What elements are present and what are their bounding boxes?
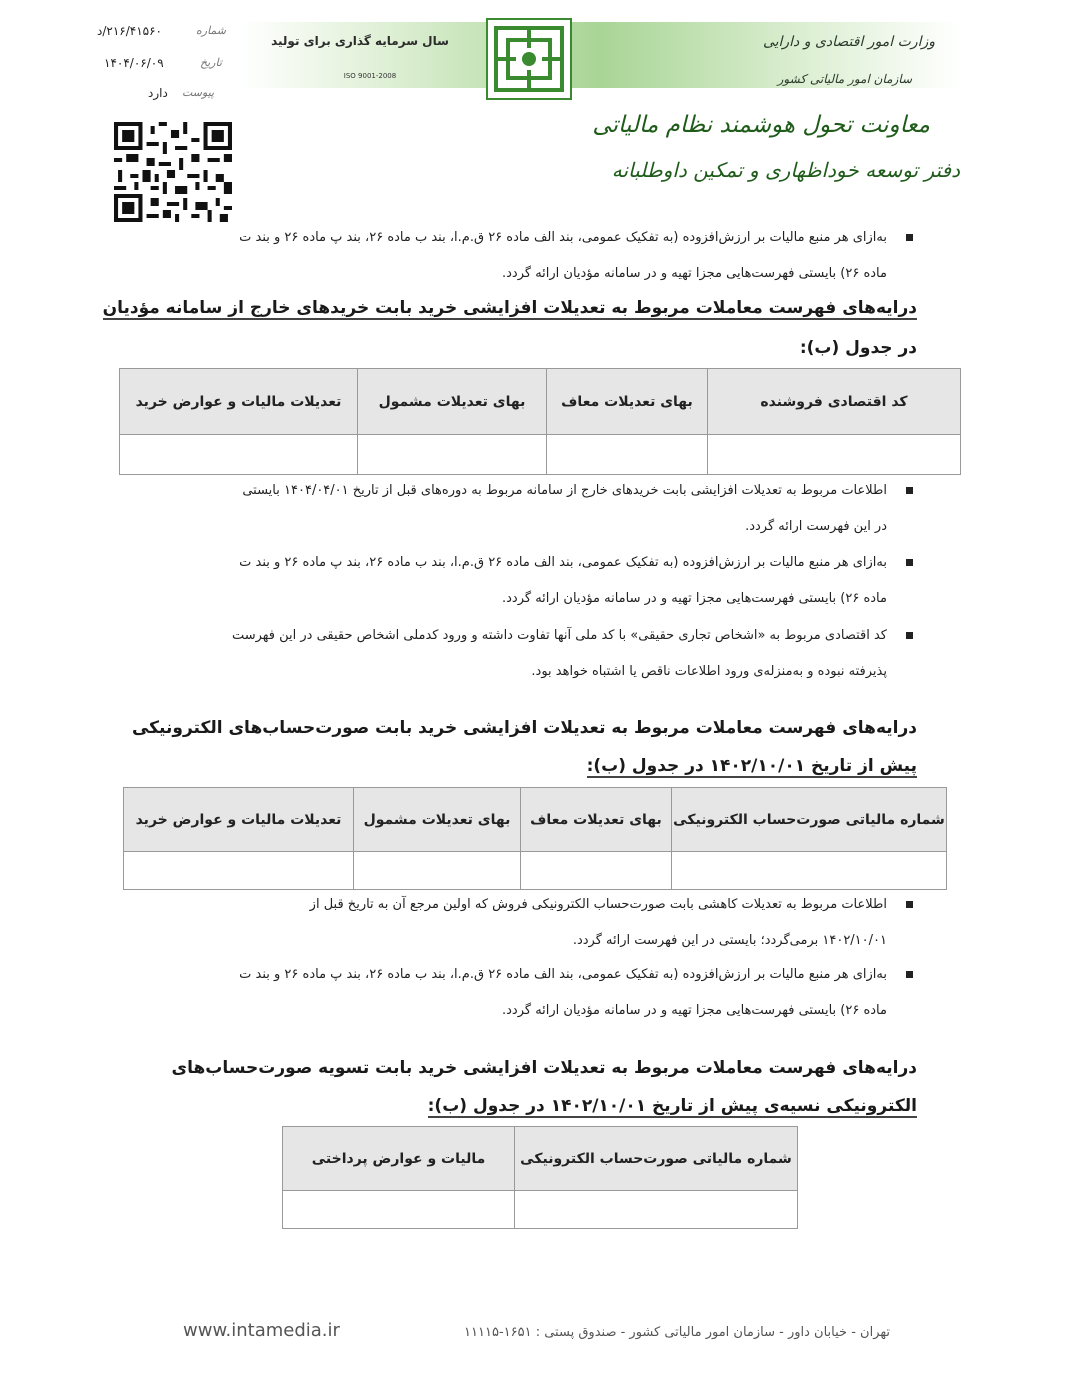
- section2-col-invoice-number: شماره مالیاتی صورت‌حساب الکترونیکی: [672, 788, 947, 852]
- date-label: تاریخ: [200, 56, 222, 69]
- section1-bullet1-line1: اطلاعات مربوط به تعدیلات افزایشی بابت خریدهای خارج از سامانه مربوط به دوره‌های قبل از تاریخ ۱۴۰۴/۰۴/۰۱ بایستی: [242, 483, 887, 498]
- section2-bullet1-line1: اطلاعات مربوط به تعدیلات کاهشی بابت صورت‌حساب الکترونیکی فروش که اولین مرجع آن به تاریخ قبل از: [309, 897, 887, 912]
- bullet-icon: [906, 901, 913, 908]
- organization-name: سازمان امور مالیاتی کشور: [777, 72, 912, 86]
- table-cell: [283, 1191, 515, 1229]
- section2-bullet2-line2: ماده ۲۶) بایستی فهرست‌هایی مجزا تهیه و در سامانه مؤدیان ارائه گردد.: [501, 1003, 887, 1018]
- section1-col-exempt: بهای تعدیلات معاف: [547, 369, 708, 435]
- table-cell: [354, 852, 521, 890]
- table-cell: [124, 852, 354, 890]
- section1-table: [119, 368, 961, 475]
- section1-bullet1-line2: در این فهرست ارائه گردد.: [745, 519, 887, 534]
- office-title: دفتر توسعه خوداظهاری و تمکین داوطلبانه: [611, 158, 960, 182]
- ministry-name: وزارت امور اقتصادی و دارایی: [762, 34, 935, 50]
- section2-heading-text2: پیش از تاریخ ۱۴۰۲/۱۰/۰۱ در جدول (ب):: [586, 756, 917, 776]
- section1-col-tax-adjust: تعدیلات مالیات و عوارض خرید: [120, 369, 358, 435]
- attachment-label: پیوست: [182, 86, 215, 99]
- bullet-icon: [906, 632, 913, 639]
- section2-col-exempt: بهای تعدیلات معاف: [521, 788, 672, 852]
- section3-col-invoice-number: شماره مالیاتی صورت‌حساب الکترونیکی: [515, 1127, 798, 1191]
- table-cell: [521, 852, 672, 890]
- bullet-icon: [906, 559, 913, 566]
- bullet-icon: [906, 971, 913, 978]
- table-cell: [515, 1191, 798, 1229]
- section2-heading-line1: درایه‌های فهرست معاملات مربوط به تعدیلات افزایشی خرید بابت صورت‌حساب‌های الکترونیکی: [131, 718, 917, 738]
- footer-website-link[interactable]: www.intamedia.ir: [183, 1320, 340, 1341]
- qr-code-icon: [114, 122, 232, 222]
- section3-col-tax-paid: مالیات و عوارض پرداختی: [283, 1127, 515, 1191]
- bullet-icon: [906, 487, 913, 494]
- section1-bullet2-line2: ماده ۲۶) بایستی فهرست‌هایی مجزا تهیه و در سامانه مؤدیان ارائه گردد.: [501, 591, 887, 606]
- tax-organization-logo-icon: [486, 18, 572, 100]
- table-cell: [547, 435, 708, 475]
- deputy-title: معاونت تحول هوشمند نظام مالیاتی: [592, 112, 930, 138]
- section2-bullet1-line2: ۱۴۰۲/۱۰/۰۱ برمی‌گردد؛ بایستی در این فهرست ارائه گردد.: [572, 933, 887, 948]
- section2-bullet2-line1: به‌ازای هر منبع مالیات بر ارزش‌افزوده (به تفکیک عمومی، بند الف ماده ۲۶ ق.م.ا، بند ب ماده ۲۶، بند پ ماده ۲۶ و بند ت: [239, 967, 887, 982]
- bullet-icon: [906, 234, 913, 241]
- footer-address: تهران - خیابان داور - سازمان امور مالیاتی کشور - صندوق پستی : ۱۶۵۱-۱۱۱۱۵: [464, 1325, 890, 1340]
- section2-col-tax-adjust: تعدیلات مالیات و عوارض خرید: [124, 788, 354, 852]
- section3-heading-line2: [428, 1096, 917, 1116]
- section1-col-seller-code: کد اقتصادی فروشنده: [708, 369, 961, 435]
- intro-text-line2: ماده ۲۶) بایستی فهرست‌هایی مجزا تهیه و در سامانه مؤدیان ارائه گردد.: [501, 266, 887, 281]
- section3-table: [282, 1126, 798, 1229]
- table-cell: [672, 852, 947, 890]
- section1-bullet2-line1: به‌ازای هر منبع مالیات بر ارزش‌افزوده (به تفکیک عمومی، بند الف ماده ۲۶ ق.م.ا، بند ب ماده ۲۶، بند پ ماده ۲۶ و بند ت: [239, 555, 887, 570]
- section2-col-taxable: بهای تعدیلات مشمول: [354, 788, 521, 852]
- section1-bullet3-line2: پذیرفته نبوده و به‌منزله‌ی ورود اطلاعات ناقص یا اشتباه خواهد بود.: [531, 664, 887, 679]
- section3-heading-line1: درایه‌های فهرست معاملات مربوط به تعدیلات افزایشی خرید بابت تسویه صورت‌حساب‌های: [171, 1058, 917, 1078]
- section1-col-taxable: بهای تعدیلات مشمول: [358, 369, 547, 435]
- section2-heading-line2: [587, 756, 917, 776]
- table-cell: [708, 435, 961, 475]
- section1-bullet3-line1: کد اقتصادی مربوط به «اشخاص تجاری حقیقی» با کد ملی آنها تفاوت داشته و ورود کدملی اشخاص حقیقی در این فهرست: [231, 628, 887, 643]
- section3-heading-text2: الکترونیکی نسیه‌ی پیش از تاریخ ۱۴۰۲/۱۰/۰۱ در جدول (ب):: [427, 1096, 917, 1116]
- table-cell: [120, 435, 358, 475]
- letter-date: ۱۴۰۴/۰۶/۰۹: [104, 56, 164, 70]
- section1-heading-line2: در جدول (ب):: [799, 338, 917, 358]
- campaign-slogan: سال سرمایه گذاری برای تولید: [271, 34, 449, 48]
- section1-heading-line1: [103, 298, 917, 318]
- section2-table: [123, 787, 947, 890]
- attachment-value: دارد: [148, 86, 168, 100]
- section1-heading-text1: درایه‌های فهرست معاملات مربوط به تعدیلات افزایشی خرید بابت خریدهای خارج از سامانه مؤدیان: [102, 298, 917, 318]
- iso-label: ISO 9001-2008: [343, 72, 397, 80]
- intro-text-line1: به‌ازای هر منبع مالیات بر ارزش‌افزوده (به تفکیک عمومی، بند الف ماده ۲۶ ق.م.ا، بند ب ماده ۲۶، بند پ ماده ۲۶ و بند ت: [239, 230, 887, 245]
- table-cell: [358, 435, 547, 475]
- number-label: شماره: [196, 24, 227, 37]
- letter-number: ۲۱۶/۴۱۵۶۰/د: [97, 24, 162, 38]
